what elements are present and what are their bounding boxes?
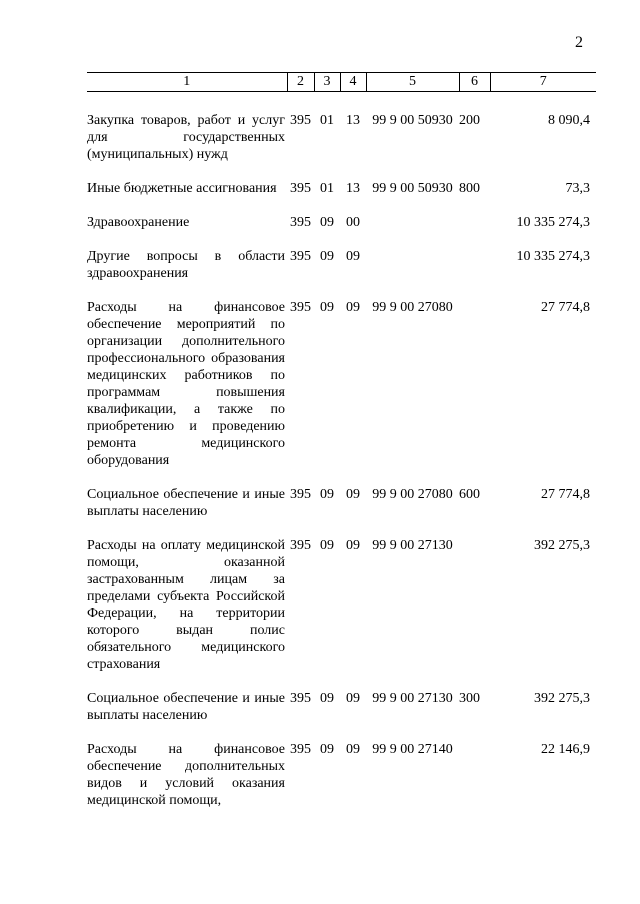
row-ministry: 395 (290, 113, 311, 128)
header-col-6: 6 (459, 73, 490, 92)
row-ministry: 395 (290, 691, 311, 706)
row-target: 99 9 00 27130 (372, 538, 453, 553)
header-col-3: 3 (314, 73, 340, 92)
row-section: 09 (320, 691, 334, 706)
table-row (87, 537, 596, 673)
header-col-7: 7 (490, 73, 596, 92)
row-expense-type: 800 (459, 181, 480, 196)
row-section: 09 (320, 487, 334, 502)
row-target: 99 9 00 50930 (372, 181, 453, 196)
table-row (87, 180, 596, 197)
page-number: 2 (575, 34, 583, 51)
row-ministry: 395 (290, 249, 311, 264)
table-row (87, 690, 596, 724)
table-row (87, 112, 596, 163)
row-subsection: 09 (346, 300, 360, 315)
row-section: 01 (320, 113, 334, 128)
table-row (87, 741, 596, 809)
row-ministry: 395 (290, 215, 311, 230)
table-row (87, 248, 596, 282)
row-name: Другие вопросы в области здравоохранения (87, 249, 285, 281)
row-name: Расходы на финансовое обеспечение мероприятий по организации дополнительного профессионального образования медицинских работников по программам повышения квалификации, а также по приобретению и проведению ремонта медицинского оборудования (87, 300, 285, 468)
table-body (87, 112, 596, 809)
row-ministry: 395 (290, 300, 311, 315)
header-col-2: 2 (287, 73, 314, 92)
row-target: 99 9 00 27140 (372, 742, 453, 757)
row-subsection: 09 (346, 487, 360, 502)
row-amount: 10 335 274,3 (516, 215, 590, 230)
row-subsection: 09 (346, 538, 360, 553)
row-ministry: 395 (290, 742, 311, 757)
row-name: Социальное обеспечение и иные выплаты населению (87, 691, 285, 723)
header-row (87, 73, 596, 92)
row-section: 09 (320, 249, 334, 264)
row-name: Иные бюджетные ассигнования (87, 181, 277, 196)
row-target: 99 9 00 27130 (372, 691, 453, 706)
budget-table (87, 72, 596, 809)
row-name: Здравоохранение (87, 215, 190, 230)
row-amount: 73,3 (565, 181, 590, 196)
row-expense-type (459, 299, 490, 469)
row-name: Закупка товаров, работ и услуг для государственных (муниципальных) нужд (87, 113, 285, 162)
row-target: 99 9 00 27080 (372, 487, 453, 502)
row-ministry: 395 (290, 487, 311, 502)
row-name: Расходы на оплату медицинской помощи, оказанной застрахованным лицам за пределами субъекта Российской Федерации, на территории которого выдан полис обязательного медицинского страхования (87, 538, 285, 672)
table-row (87, 486, 596, 520)
header-col-5: 5 (366, 73, 459, 92)
header-col-1: 1 (87, 73, 287, 92)
row-amount: 8 090,4 (548, 113, 590, 128)
row-target (366, 214, 459, 231)
row-amount: 27 774,8 (541, 300, 590, 315)
row-expense-type: 600 (459, 487, 480, 502)
row-target: 99 9 00 50930 (372, 113, 453, 128)
row-section: 09 (320, 538, 334, 553)
row-subsection: 09 (346, 249, 360, 264)
row-section: 09 (320, 742, 334, 757)
row-expense-type (459, 214, 490, 231)
row-name: Социальное обеспечение и иные выплаты населению (87, 487, 285, 519)
row-amount: 27 774,8 (541, 487, 590, 502)
table-row (87, 299, 596, 469)
row-expense-type: 300 (459, 691, 480, 706)
row-amount: 392 275,3 (534, 538, 590, 553)
row-name: Расходы на финансовое обеспечение дополнительных видов и условий оказания медицинской помощи, (87, 742, 285, 808)
row-amount: 392 275,3 (534, 691, 590, 706)
row-target (366, 248, 459, 282)
row-section: 09 (320, 215, 334, 230)
row-expense-type (459, 741, 490, 809)
table-row (87, 214, 596, 231)
table-header (87, 73, 596, 113)
row-subsection: 13 (346, 181, 360, 196)
header-col-4: 4 (340, 73, 366, 92)
row-subsection: 09 (346, 742, 360, 757)
row-ministry: 395 (290, 181, 311, 196)
row-section: 09 (320, 300, 334, 315)
row-section: 01 (320, 181, 334, 196)
row-ministry: 395 (290, 538, 311, 553)
row-amount: 10 335 274,3 (516, 249, 590, 264)
row-target: 99 9 00 27080 (372, 300, 453, 315)
row-subsection: 13 (346, 113, 360, 128)
row-subsection: 09 (346, 691, 360, 706)
row-subsection: 00 (346, 215, 360, 230)
row-expense-type (459, 537, 490, 673)
row-expense-type: 200 (459, 113, 480, 128)
row-amount: 22 146,9 (541, 742, 590, 757)
row-expense-type (459, 248, 490, 282)
